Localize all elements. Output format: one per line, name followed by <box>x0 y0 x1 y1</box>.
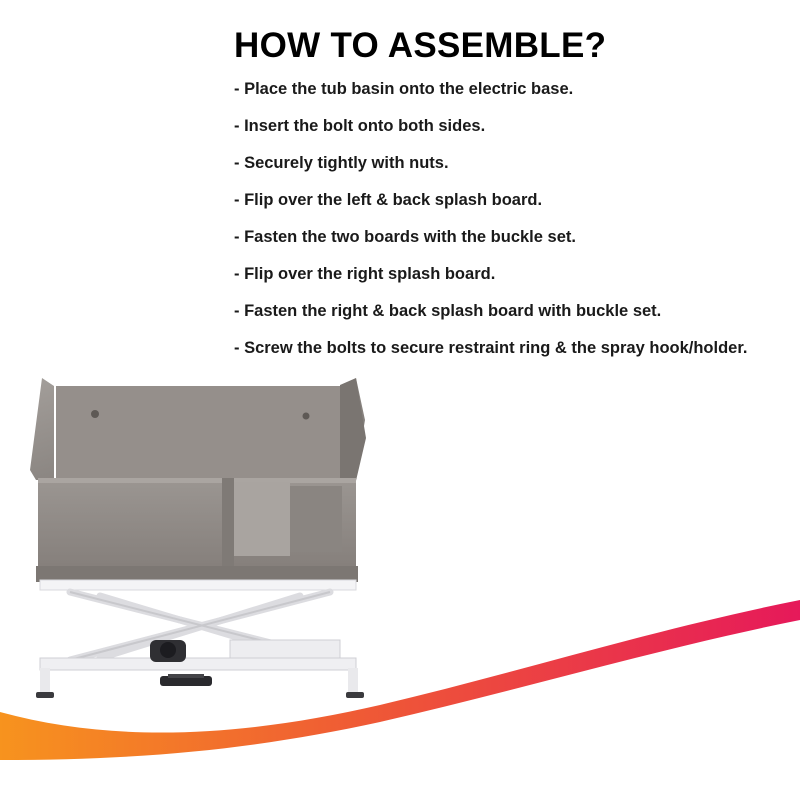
assembly-steps-list <box>234 78 747 374</box>
list-item: - Screw the bolts to secure restraint ring & the spray hook/holder. <box>234 339 748 357</box>
page-title: HOW TO ASSEMBLE? <box>234 26 607 65</box>
list-item: - Securely tightly with nuts. <box>234 154 449 172</box>
list-item: - Insert the bolt onto both sides. <box>234 117 486 135</box>
list-item: - Flip over the left & back splash board. <box>234 191 543 209</box>
list-item: - Flip over the right splash board. <box>234 265 496 283</box>
list-item: - Fasten the two boards with the buckle set. <box>234 228 576 246</box>
list-item: - Fasten the right & back splash board with buckle set. <box>234 302 662 320</box>
list-item: - Place the tub basin onto the electric base. <box>234 80 574 98</box>
